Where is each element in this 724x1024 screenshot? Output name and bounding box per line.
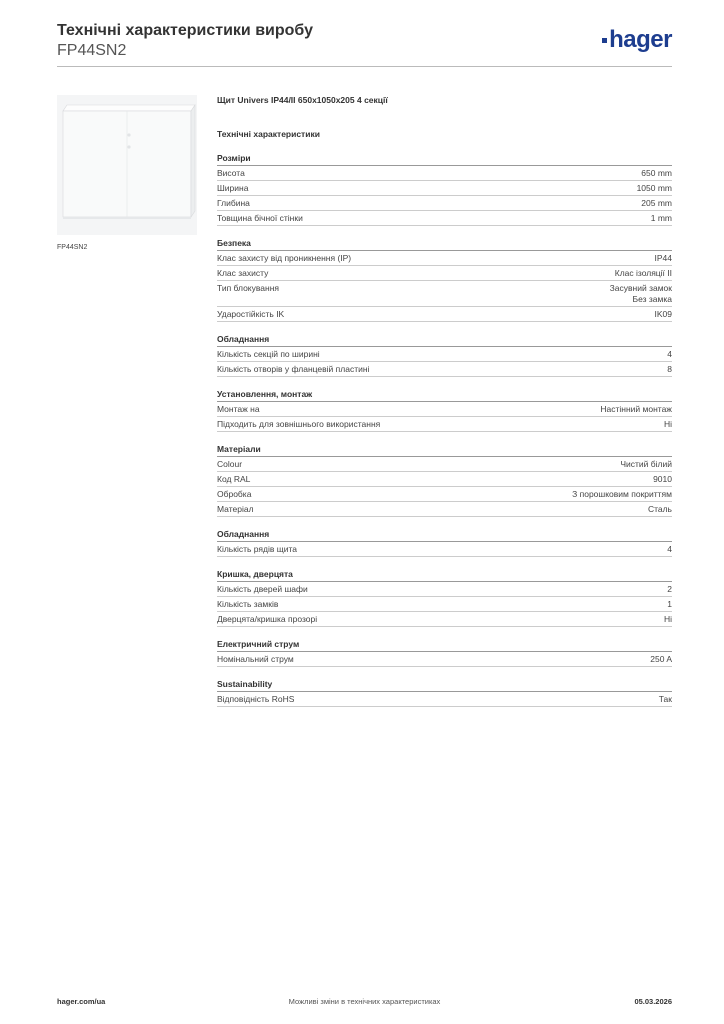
spec-label: Код RAL: [217, 473, 251, 484]
spec-label: Відповідність RoHS: [217, 693, 295, 704]
spec-label: Кількість замків: [217, 598, 279, 609]
spec-value: [667, 599, 672, 610]
spec-value: [664, 419, 672, 430]
spec-value: [610, 283, 672, 304]
spec-value-line: Так: [658, 693, 672, 704]
spec-value-line: Без замка: [632, 293, 672, 304]
spec-value: [641, 168, 672, 179]
spec-group: [217, 238, 672, 322]
spec-value: [667, 584, 672, 595]
spec-group: [217, 639, 672, 667]
spec-value-line: 4: [667, 543, 672, 554]
spec-value-line: 1: [667, 598, 672, 609]
spec-value: [615, 268, 672, 279]
spec-row: [217, 542, 672, 557]
spec-label: Colour: [217, 458, 243, 469]
spec-value-line: 650 mm: [641, 168, 672, 178]
spec-group-title: Безпека: [217, 238, 672, 251]
spec-value-line: Настінний монтаж: [600, 403, 672, 414]
spec-groups: [217, 153, 672, 707]
spec-value: [667, 364, 672, 375]
spec-row: [217, 487, 672, 502]
spec-row: [217, 251, 672, 266]
spec-label: Клас захисту від проникнення (IP): [217, 253, 352, 263]
spec-group: [217, 153, 672, 226]
spec-label: Клас захисту: [217, 268, 269, 278]
spec-label: Кількість отворів у фланцевій пластині: [217, 363, 370, 374]
spec-value-line: З порошковим покриттям: [572, 488, 672, 499]
product-code: FP44SN2: [57, 42, 127, 59]
spec-label: Підходить для зовнішнього використання: [217, 418, 381, 429]
spec-row: [217, 457, 672, 472]
spec-label: Ударостійкість IK: [217, 308, 285, 319]
spec-value: [664, 614, 672, 625]
spec-label: Кількість дверей шафи: [217, 583, 308, 594]
specs-section-title: Технічні характеристики: [217, 129, 320, 139]
spec-row: [217, 402, 672, 417]
footer-note: Можливі зміни в технічних характеристиках: [288, 997, 441, 1006]
spec-value-line: Сталь: [647, 503, 672, 514]
spec-row: [217, 692, 672, 707]
spec-group: [217, 529, 672, 557]
spec-label: Монтаж на: [217, 403, 260, 414]
spec-value: [637, 183, 672, 194]
spec-group-title: Обладнання: [217, 334, 672, 347]
spec-value-line: 205 mm: [641, 198, 672, 208]
spec-row: [217, 597, 672, 612]
spec-label: Висота: [217, 168, 245, 178]
page-title: Технічні характеристики виробу: [57, 22, 313, 39]
spec-value-line: 2: [667, 583, 672, 594]
spec-group: [217, 569, 672, 627]
spec-value-line: 8: [667, 363, 672, 374]
spec-row: [217, 211, 672, 226]
image-caption: FP44SN2: [57, 244, 88, 251]
spec-value: [667, 544, 672, 555]
spec-value: [659, 694, 672, 705]
spec-group: [217, 444, 672, 517]
spec-row: [217, 582, 672, 597]
spec-group-title: Установлення, монтаж: [217, 389, 672, 402]
hager-logo: [602, 26, 672, 54]
spec-value: [572, 489, 672, 500]
spec-value-line: 1050 mm: [636, 183, 672, 193]
page-header: [57, 21, 313, 61]
spec-value: [655, 253, 673, 264]
spec-label: Товщина бічної стінки: [217, 213, 303, 223]
spec-value-line: Ні: [663, 613, 672, 624]
footer-date: 05.03.2026: [634, 997, 672, 1006]
spec-value-line: Ні: [663, 418, 672, 429]
spec-row: [217, 612, 672, 627]
spec-label: Кількість рядів щита: [217, 543, 297, 554]
spec-group-title: Кришка, дверцята: [217, 569, 672, 582]
spec-group: [217, 679, 672, 707]
spec-value: [655, 309, 673, 320]
product-name: Щит Univers IP44/II 650x1050x205 4 секції: [217, 95, 388, 105]
spec-value-line: IK09: [654, 308, 672, 319]
spec-value-line: 1 mm: [650, 213, 672, 223]
spec-label: Обробка: [217, 488, 252, 499]
spec-value: [650, 654, 672, 665]
spec-value-line: Засувний замок: [609, 283, 672, 293]
footer-website: hager.com/ua: [57, 997, 106, 1006]
spec-row: [217, 362, 672, 377]
spec-label: Номінальний струм: [217, 653, 294, 664]
header-divider: [57, 66, 672, 67]
spec-row: [217, 502, 672, 517]
spec-value: [641, 198, 672, 209]
spec-group-title: Sustainability: [217, 679, 672, 692]
spec-row: [217, 181, 672, 196]
logo-dot-icon: [602, 38, 607, 43]
spec-row: [217, 652, 672, 667]
spec-row: [217, 266, 672, 281]
spec-group-title: Розміри: [217, 153, 672, 166]
spec-label: Ширина: [217, 183, 249, 193]
spec-value: [620, 459, 672, 470]
spec-group-title: Обладнання: [217, 529, 672, 542]
spec-value-line: 4: [667, 348, 672, 359]
spec-row: [217, 307, 672, 322]
spec-row: [217, 281, 672, 307]
logo-text: hager: [609, 26, 672, 53]
spec-label: Тип блокування: [217, 283, 280, 293]
spec-row: [217, 347, 672, 362]
spec-value: [648, 504, 672, 515]
spec-value: [667, 349, 672, 360]
spec-content: [217, 95, 672, 707]
spec-row: [217, 472, 672, 487]
cabinet-illustration: [57, 95, 197, 235]
spec-label: Дверцята/кришка прозорі: [217, 613, 318, 624]
spec-value-line: 250 A: [650, 653, 672, 664]
spec-label: Матеріал: [217, 503, 254, 514]
spec-row: [217, 417, 672, 432]
spec-label: Кількість секцій по ширині: [217, 348, 320, 359]
spec-group: [217, 334, 672, 377]
spec-value-line: Клас ізоляції II: [614, 268, 672, 278]
spec-value-line: Чистий білий: [620, 458, 672, 469]
spec-group-title: Матеріали: [217, 444, 672, 457]
spec-row: [217, 166, 672, 181]
spec-row: [217, 196, 672, 211]
product-image: [57, 95, 197, 235]
spec-group: [217, 389, 672, 432]
spec-value-line: IP44: [654, 253, 672, 263]
spec-value-line: 9010: [653, 473, 672, 484]
spec-group-title: Електричний струм: [217, 639, 672, 652]
spec-value: [653, 474, 672, 485]
spec-label: Глибина: [217, 198, 250, 208]
spec-value: [651, 213, 672, 224]
spec-value: [600, 404, 672, 415]
